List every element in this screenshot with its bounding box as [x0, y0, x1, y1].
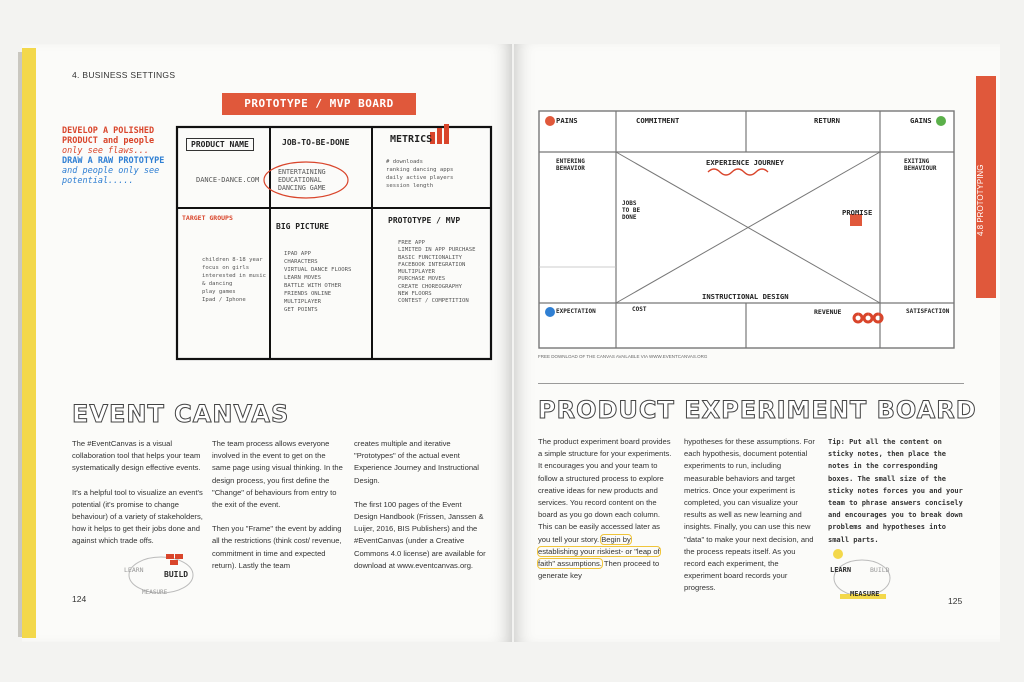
board-pains: PAINS: [556, 116, 578, 125]
build-label: BUILD: [164, 570, 189, 579]
metric-item: daily active players: [386, 175, 454, 181]
target-list: [202, 256, 268, 304]
proto-item: CONTEST / COMPETITION: [398, 298, 469, 305]
quote-line: only see flaws...: [62, 146, 149, 156]
board-satisfaction: SATISFACTION: [906, 308, 950, 315]
prototype-quote: [62, 126, 192, 186]
big-item: CHARACTERS: [284, 259, 318, 265]
metric-item: # downloads: [386, 159, 424, 165]
metric-item: ranking dancing apps: [386, 167, 454, 173]
product-value: DANCE-DANCE.COM: [196, 176, 260, 184]
big-item: VIRTUAL DANCE FLOORS: [284, 267, 352, 273]
learn-label: LEARN: [124, 566, 144, 574]
board-jobs: JOBS TO BE DONE: [622, 200, 641, 221]
board-experience: EXPERIENCE JOURNEY: [706, 158, 784, 167]
right-column-tip: Tip: Put all the content on sticky notes, then place the notes in the corresponding boxes. The small size of the sticky notes forces you and your team to phrase answers concisely and encourages you to break down problems and hypotheses into small parts.: [828, 438, 963, 544]
prototype-list: [398, 240, 488, 306]
right-column-1: [538, 436, 672, 582]
cell-metrics: METRICS: [390, 134, 433, 145]
metrics-list: [386, 158, 453, 190]
proto-item: FREE APP: [398, 240, 425, 246]
divider: [538, 383, 964, 384]
learn-label-right: LEARN: [830, 566, 852, 574]
proto-item: CREATE CHOREOGRAPHY: [398, 283, 462, 290]
big-item: GET POINTS: [284, 307, 318, 313]
cell-prototype-mvp: PROTOTYPE / MVP: [388, 216, 461, 225]
build-label-right: BUILD: [870, 566, 890, 574]
paragraph: creates multiple and iterative "Prototypes" of the actual event Experience Journey and Instructional Design.: [354, 439, 479, 485]
measure-label: MEASURE: [142, 589, 168, 596]
board-commitment: COMMITMENT: [636, 116, 680, 125]
board-cost: COST: [632, 306, 647, 313]
target-item: interested in music & dancing: [202, 273, 266, 287]
big-item: BATTLE WITH OTHER FRIENDS ONLINE: [284, 283, 342, 297]
metric-item: session length: [386, 183, 434, 189]
board-gains: GAINS: [910, 116, 932, 125]
board-instructional: INSTRUCTIONAL DESIGN: [702, 292, 789, 301]
experiment-board-grid: [538, 110, 956, 350]
paragraph: The team process allows everyone involved in the event to get on the same page using visual thinking. In the design process, you first define the "Change" of behaviours from entry to the exit of the event.: [212, 439, 343, 510]
paragraph: Then you "Frame" the event by adding all the restrictions (think cost/ revenue, commitment in time and expected return). Lastly the team: [212, 524, 342, 570]
proto-item: MULTIPLAYER: [398, 269, 436, 276]
board-expectation: EXPECTATION: [556, 308, 596, 315]
proto-item: FACEBOOK INTEGRATION: [398, 261, 466, 268]
big-item: LEARN MOVES: [284, 275, 322, 281]
proto-item: PURCHASE MOVES: [398, 276, 446, 283]
target-item: play games: [202, 289, 236, 295]
left-column-1: [72, 438, 204, 548]
quote-line: DRAW A RAW PROTOTYPE: [62, 156, 165, 166]
job-value: DANCING GAME: [278, 184, 326, 192]
cell-product-name: PRODUCT NAME: [186, 138, 254, 151]
job-value: EDUCATIONAL: [278, 176, 322, 184]
job-values: [278, 168, 326, 192]
event-canvas-title: EVENT CANVAS: [72, 400, 290, 428]
target-item: children 8-18 year: [202, 257, 263, 263]
quote-line: DEVELOP A POLISHED: [62, 126, 155, 136]
chapter-tab-label: 4.8 PROTOTYPING: [976, 164, 985, 236]
board-revenue: REVENUE: [814, 308, 842, 316]
product-experiment-title: PRODUCT EXPERIMENT BOARD: [538, 396, 977, 424]
board-entering: ENTERING BEHAVIOR: [556, 158, 585, 172]
right-column-2: hypotheses for these assumptions. For each hypothesis, document potential experiments to run, including measurable behaviors and target metrics. Once your experiment is completed, you can visualize your results as well as new learning and insights. Finally, you can use this new "data" to make your next decision, and the process repeats itself. As you record each experiment, the experiment board records your progress.: [684, 437, 815, 593]
page-number-right: 125: [948, 596, 963, 606]
big-picture-list: [284, 250, 368, 314]
highlighted-sentence: Begin by establishing your riskiest- or "leap of faith" assumptions.: [538, 534, 660, 569]
big-item: IPAD APP: [284, 251, 311, 257]
target-item: focus on girls: [202, 265, 250, 271]
board-return: RETURN: [814, 116, 840, 125]
board-promise: PROMISE: [842, 208, 873, 217]
target-item: Ipad / Iphone: [202, 297, 246, 303]
left-column-3: [354, 438, 486, 572]
quote-line: PRODUCT and people: [62, 136, 155, 146]
paragraph: It's a helpful tool to visualize an event's potential (it's promise to change behaviour) of a variety of stakeholders, how it helps to get their jobs done and against which trade offs.: [72, 487, 203, 546]
cell-big-picture: BIG PICTURE: [276, 222, 329, 231]
section-label: 4. BUSINESS SETTINGS: [72, 70, 176, 80]
quote-line: potential.....: [62, 176, 134, 186]
paragraph: The #EventCanvas is a visual collaboration tool that helps your team systematically design effective events.: [72, 439, 201, 473]
board-banner: PROTOTYPE / MVP BOARD: [222, 93, 416, 115]
paragraph: The first 100 pages of the Event Design Handbook (Frissen, Janssen & Luijer, 2016, BIS Publishers) and the #EventCanvas (under a Creative Commons 4.0 license) are available for download at www.eventcanvas.org.: [354, 499, 486, 570]
board-caption: FREE DOWNLOAD OF THE CANVAS AVAILABLE VIA WWW.EVENTCANVAS.ORG: [538, 354, 708, 359]
measure-label-right: MEASURE: [850, 590, 880, 598]
proto-item: BASIC FUNCTIONALITY: [398, 254, 462, 261]
left-column-2: [212, 438, 344, 572]
proto-item: LIMITED IN APP PURCHASE: [398, 247, 476, 254]
board-exiting: EXITING BEHAVIOUR: [904, 158, 937, 172]
cell-job-to-be-done: JOB-TO-BE-DONE: [282, 138, 350, 147]
paragraph: Then proceed to generate key: [538, 559, 660, 581]
job-value: ENTERTAINING: [278, 168, 326, 176]
big-item: MULTIPLAYER: [284, 299, 322, 305]
page-number-left: 124: [72, 594, 87, 604]
yellow-page-edge: [22, 48, 36, 638]
proto-item: NEW FLOORS: [398, 291, 432, 298]
quote-line: and people only see: [62, 166, 160, 176]
cell-target-groups: TARGET GROUPS: [182, 214, 233, 222]
paragraph: The product experiment board provides a simple structure for your experiments. It encourages you and your team to follow a structured process to explore creative ideas for new products and services. You record content on the board as you go down each column. This can be easily accessed later as you tell your story.: [538, 437, 672, 544]
